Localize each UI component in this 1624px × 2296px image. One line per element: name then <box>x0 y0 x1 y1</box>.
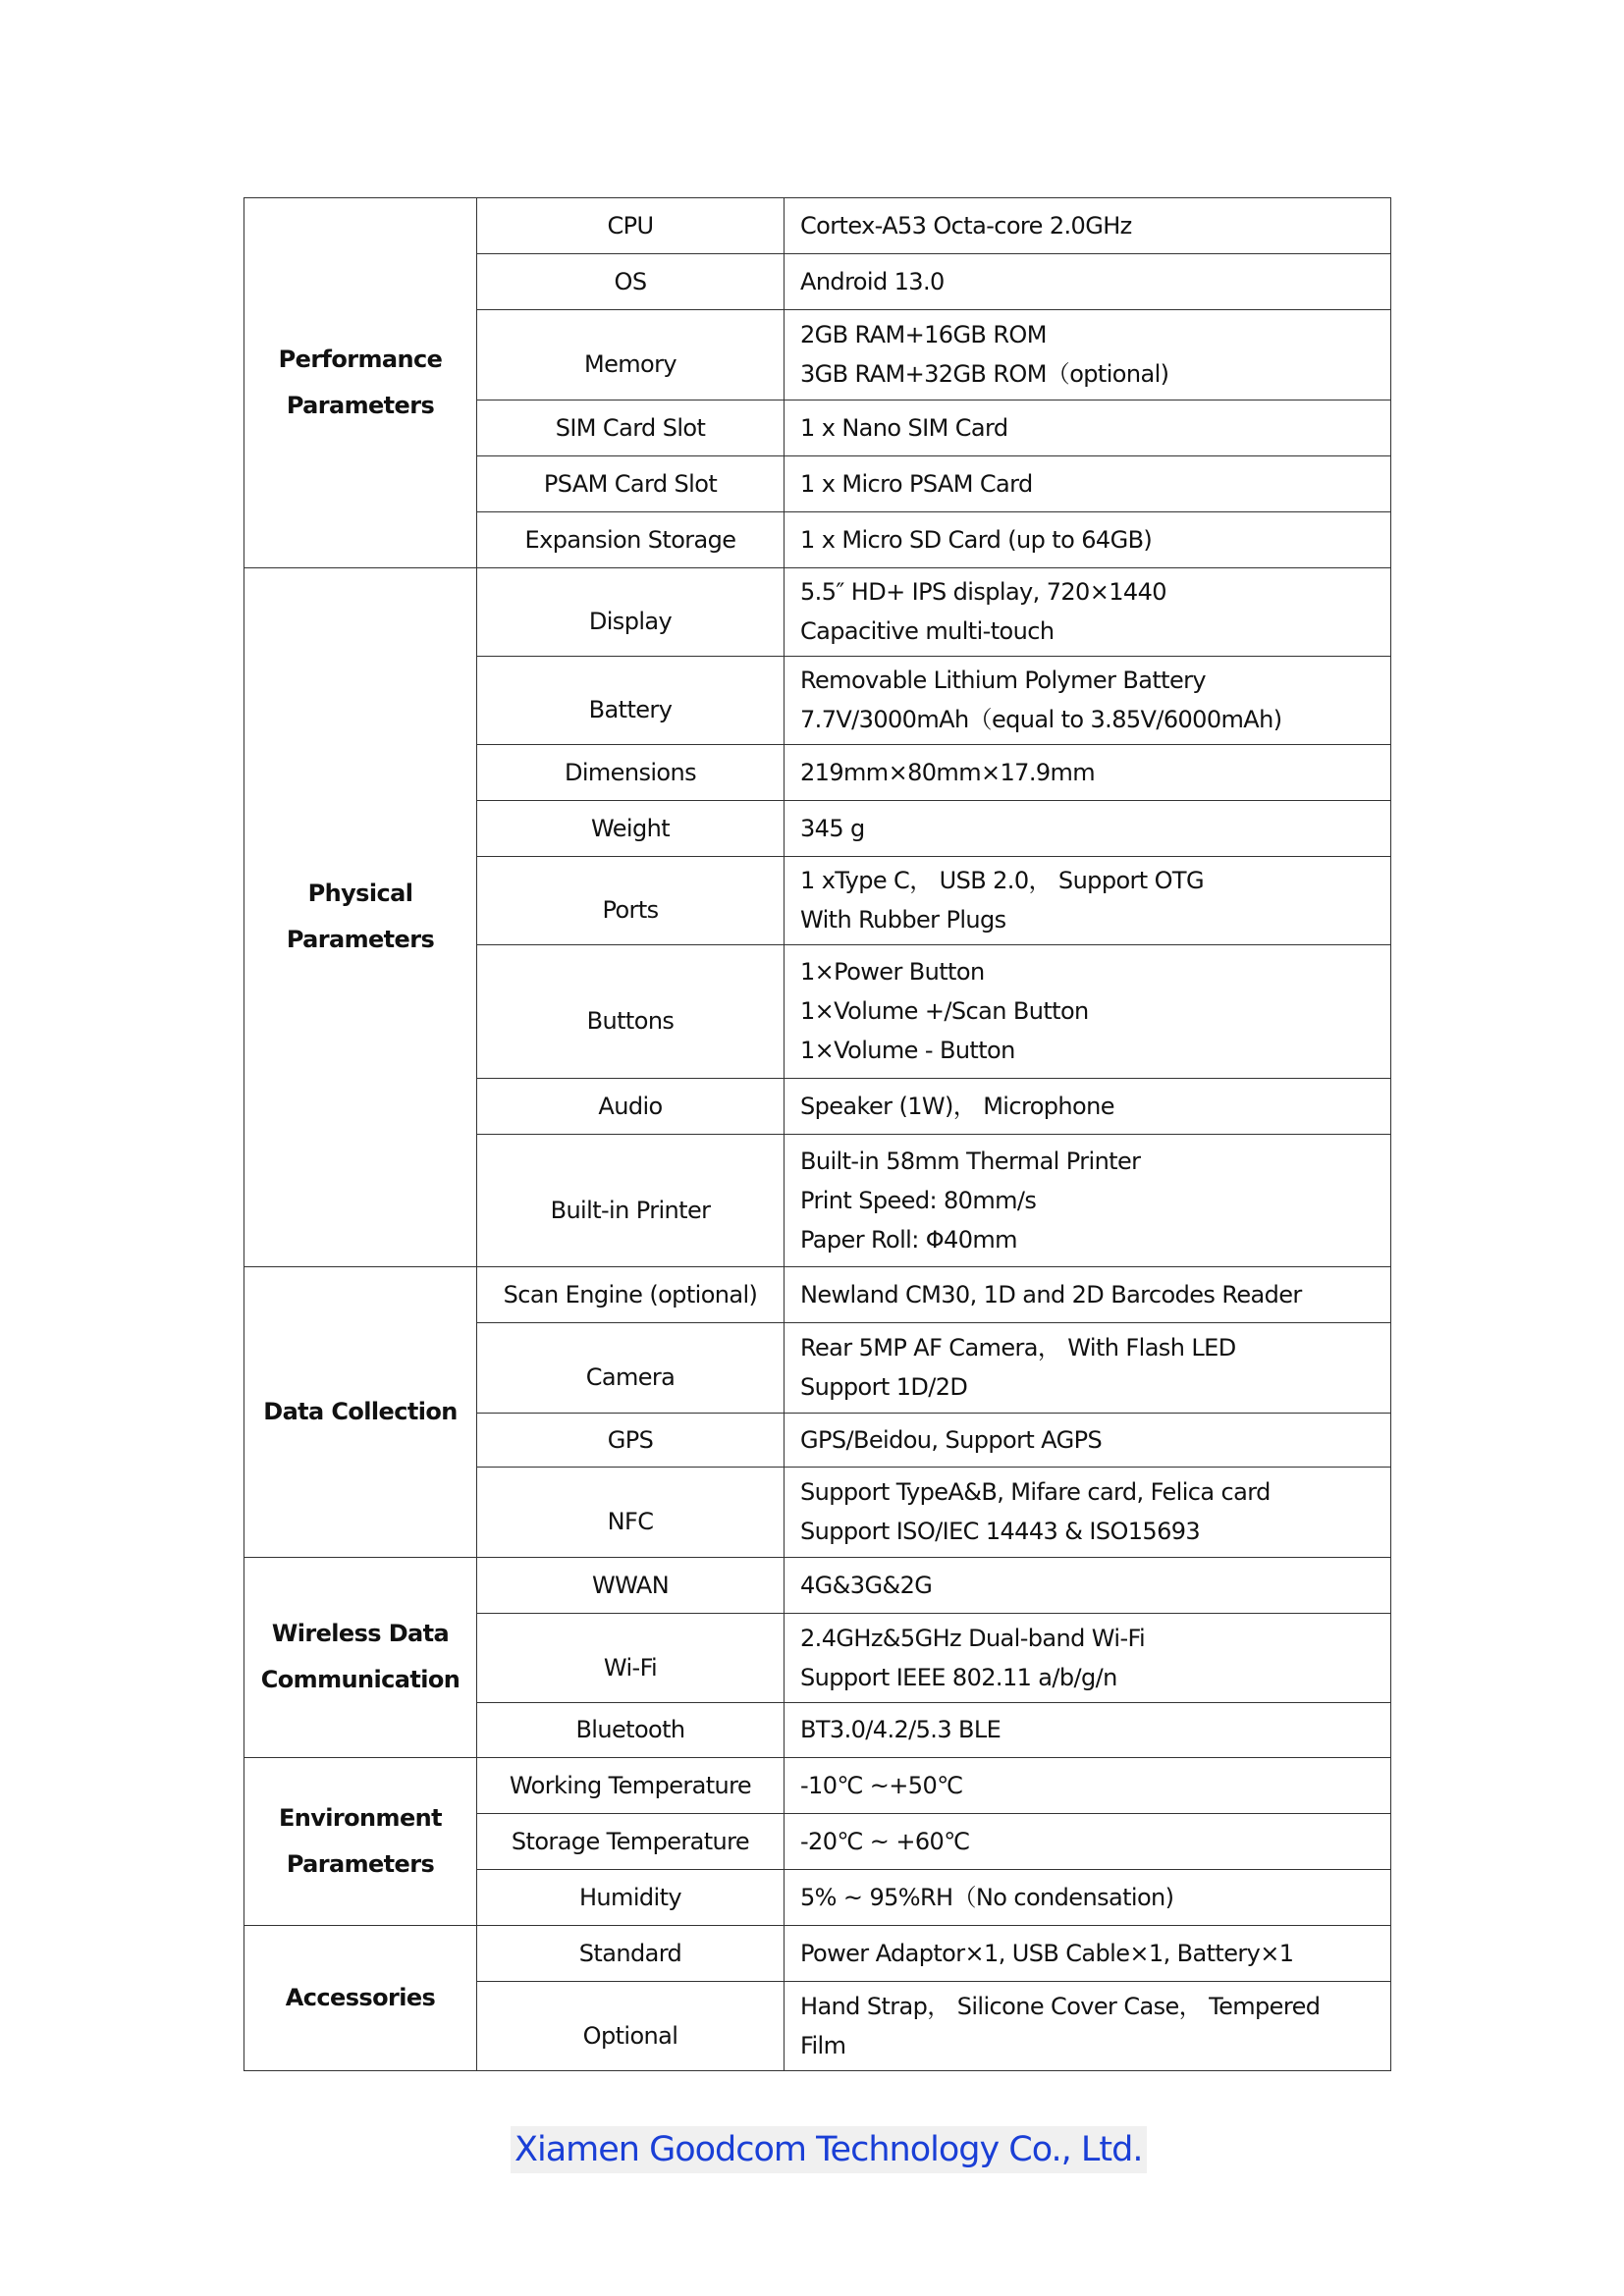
section-title: Environment Parameters <box>244 1757 477 1925</box>
spec-value-line: Newland CM30, 1D and 2D Barcodes Reader <box>800 1281 1302 1308</box>
spec-label: Camera <box>477 1323 785 1414</box>
spec-label: Working Temperature <box>477 1757 785 1813</box>
spec-value-line: 345 g <box>800 814 865 842</box>
spec-label: Expansion Storage <box>477 511 785 567</box>
spec-value <box>785 1135 1391 1267</box>
spec-row <box>244 567 1391 656</box>
spec-label: Ports <box>477 856 785 944</box>
spec-value-line: Support ISO/IEC 14443 & ISO15693 <box>800 1518 1201 1546</box>
spec-value <box>785 1323 1391 1414</box>
spec-value <box>785 567 1391 656</box>
spec-value-line: Power Adaptor×1, USB Cable×1, Battery×1 <box>800 1939 1294 1967</box>
section-title: Performance Parameters <box>244 198 477 568</box>
spec-label: Display <box>477 567 785 656</box>
spec-value-line: 4G&3G&2G <box>800 1571 933 1599</box>
spec-value <box>785 254 1391 310</box>
spec-value-line: BT3.0/4.2/5.3 BLE <box>800 1716 1001 1744</box>
spec-value-line: 219mm×80mm×17.9mm <box>800 758 1096 786</box>
spec-label: Built-in Printer <box>477 1135 785 1267</box>
spec-value <box>785 1757 1391 1813</box>
spec-row <box>244 198 1391 254</box>
spec-value-line: Support 1D/2D <box>800 1373 968 1402</box>
spec-label: Weight <box>477 800 785 856</box>
spec-label: Audio <box>477 1079 785 1135</box>
spec-label: Memory <box>477 310 785 400</box>
spec-value-line: 1×Volume +/Scan Button <box>800 997 1089 1026</box>
spec-value-line: 1 xType C， USB 2.0， Support OTG <box>800 867 1204 894</box>
spec-value <box>785 1079 1391 1135</box>
spec-table-body <box>244 198 1391 2071</box>
spec-value-line: 3GB RAM+32GB ROM（optional) <box>800 360 1169 389</box>
spec-value <box>785 1468 1391 1558</box>
spec-value-line: Hand Strap， Silicone Cover Case， Tempered <box>800 1992 1321 2020</box>
spec-label: Storage Temperature <box>477 1813 785 1869</box>
spec-value <box>785 944 1391 1079</box>
spec-value-line: 5.5″ HD+ IPS display, 720×1440 <box>800 578 1166 606</box>
spec-value <box>785 1557 1391 1613</box>
spec-value-line: 1×Volume - Button <box>800 1037 1015 1065</box>
spec-value-line: Rear 5MP AF Camera， With Flash LED <box>800 1334 1236 1362</box>
spec-value-line: Cortex-A53 Octa-core 2.0GHz <box>800 212 1132 240</box>
spec-value-line: Removable Lithium Polymer Battery <box>800 667 1207 694</box>
spec-row <box>244 1925 1391 1981</box>
spec-value-line: Built-in 58mm Thermal Printer <box>800 1148 1141 1175</box>
spec-label: Standard <box>477 1925 785 1981</box>
spec-value <box>785 1869 1391 1925</box>
spec-value-line: 5% ~ 95%RH（No condensation) <box>800 1883 1174 1911</box>
spec-value-line: Android 13.0 <box>800 268 945 295</box>
spec-value-line: With Rubber Plugs <box>800 906 1006 934</box>
spec-label: Buttons <box>477 944 785 1079</box>
spec-value-line: 1 x Micro PSAM Card <box>800 469 1033 498</box>
spec-value-line: Support TypeA&B, Mifare card, Felica card <box>800 1478 1271 1507</box>
spec-row <box>244 1557 1391 1613</box>
spec-value <box>785 856 1391 944</box>
section-title: Accessories <box>244 1925 477 2071</box>
spec-value <box>785 455 1391 511</box>
spec-label: Bluetooth <box>477 1703 785 1758</box>
spec-label: CPU <box>477 198 785 254</box>
spec-value <box>785 400 1391 455</box>
spec-value <box>785 1267 1391 1323</box>
spec-value-line: -20℃ ~ +60℃ <box>800 1827 970 1855</box>
spec-table <box>244 197 1391 2071</box>
spec-value-line: Capacitive multi-touch <box>800 617 1055 645</box>
spec-label: NFC <box>477 1468 785 1558</box>
spec-label: Scan Engine (optional) <box>477 1267 785 1323</box>
spec-value <box>785 511 1391 567</box>
spec-value-line: Print Speed: 80mm/s <box>800 1187 1037 1214</box>
spec-label: SIM Card Slot <box>477 400 785 455</box>
spec-value <box>785 198 1391 254</box>
section-title: Wireless Data Communication <box>244 1557 477 1757</box>
spec-value-line: Speaker (1W)， Microphone <box>800 1093 1114 1120</box>
spec-value <box>785 1413 1391 1468</box>
spec-value-line: Support IEEE 802.11 a/b/g/n <box>800 1663 1117 1691</box>
spec-label: WWAN <box>477 1557 785 1613</box>
spec-value <box>785 800 1391 856</box>
spec-value <box>785 1925 1391 1981</box>
spec-label: OS <box>477 254 785 310</box>
spec-value <box>785 1813 1391 1869</box>
spec-value-line: GPS/Beidou, Support AGPS <box>800 1425 1103 1454</box>
spec-value <box>785 1981 1391 2071</box>
spec-value-line: -10℃ ~+50℃ <box>800 1771 963 1799</box>
spec-value-line: 1×Power Button <box>800 958 985 987</box>
spec-row <box>244 1757 1391 1813</box>
spec-label: Wi-Fi <box>477 1613 785 1703</box>
company-footer: Xiamen Goodcom Technology Co., Ltd. <box>511 2126 1147 2173</box>
section-title: Data Collection <box>244 1267 477 1558</box>
spec-value-line: 1 x Micro SD Card (up to 64GB) <box>800 525 1153 554</box>
spec-label: Optional <box>477 1981 785 2071</box>
spec-row <box>244 1267 1391 1323</box>
spec-value <box>785 310 1391 400</box>
spec-value-line: Film <box>800 2031 846 2059</box>
spec-value <box>785 744 1391 800</box>
spec-value-line: 2.4GHz&5GHz Dual-band Wi-Fi <box>800 1624 1146 1652</box>
section-title: Physical Parameters <box>244 567 477 1267</box>
spec-label: Battery <box>477 656 785 744</box>
spec-label: Dimensions <box>477 744 785 800</box>
spec-value-line: Paper Roll: Φ40mm <box>800 1226 1017 1254</box>
spec-label: Humidity <box>477 1869 785 1925</box>
spec-value-line: 2GB RAM+16GB ROM <box>800 321 1047 349</box>
spec-value-line: 7.7V/3000mAh（equal to 3.85V/6000mAh) <box>800 706 1282 733</box>
spec-value <box>785 1613 1391 1703</box>
spec-value <box>785 656 1391 744</box>
spec-value <box>785 1703 1391 1758</box>
spec-label: PSAM Card Slot <box>477 455 785 511</box>
spec-value-line: 1 x Nano SIM Card <box>800 413 1008 442</box>
spec-label: GPS <box>477 1413 785 1468</box>
